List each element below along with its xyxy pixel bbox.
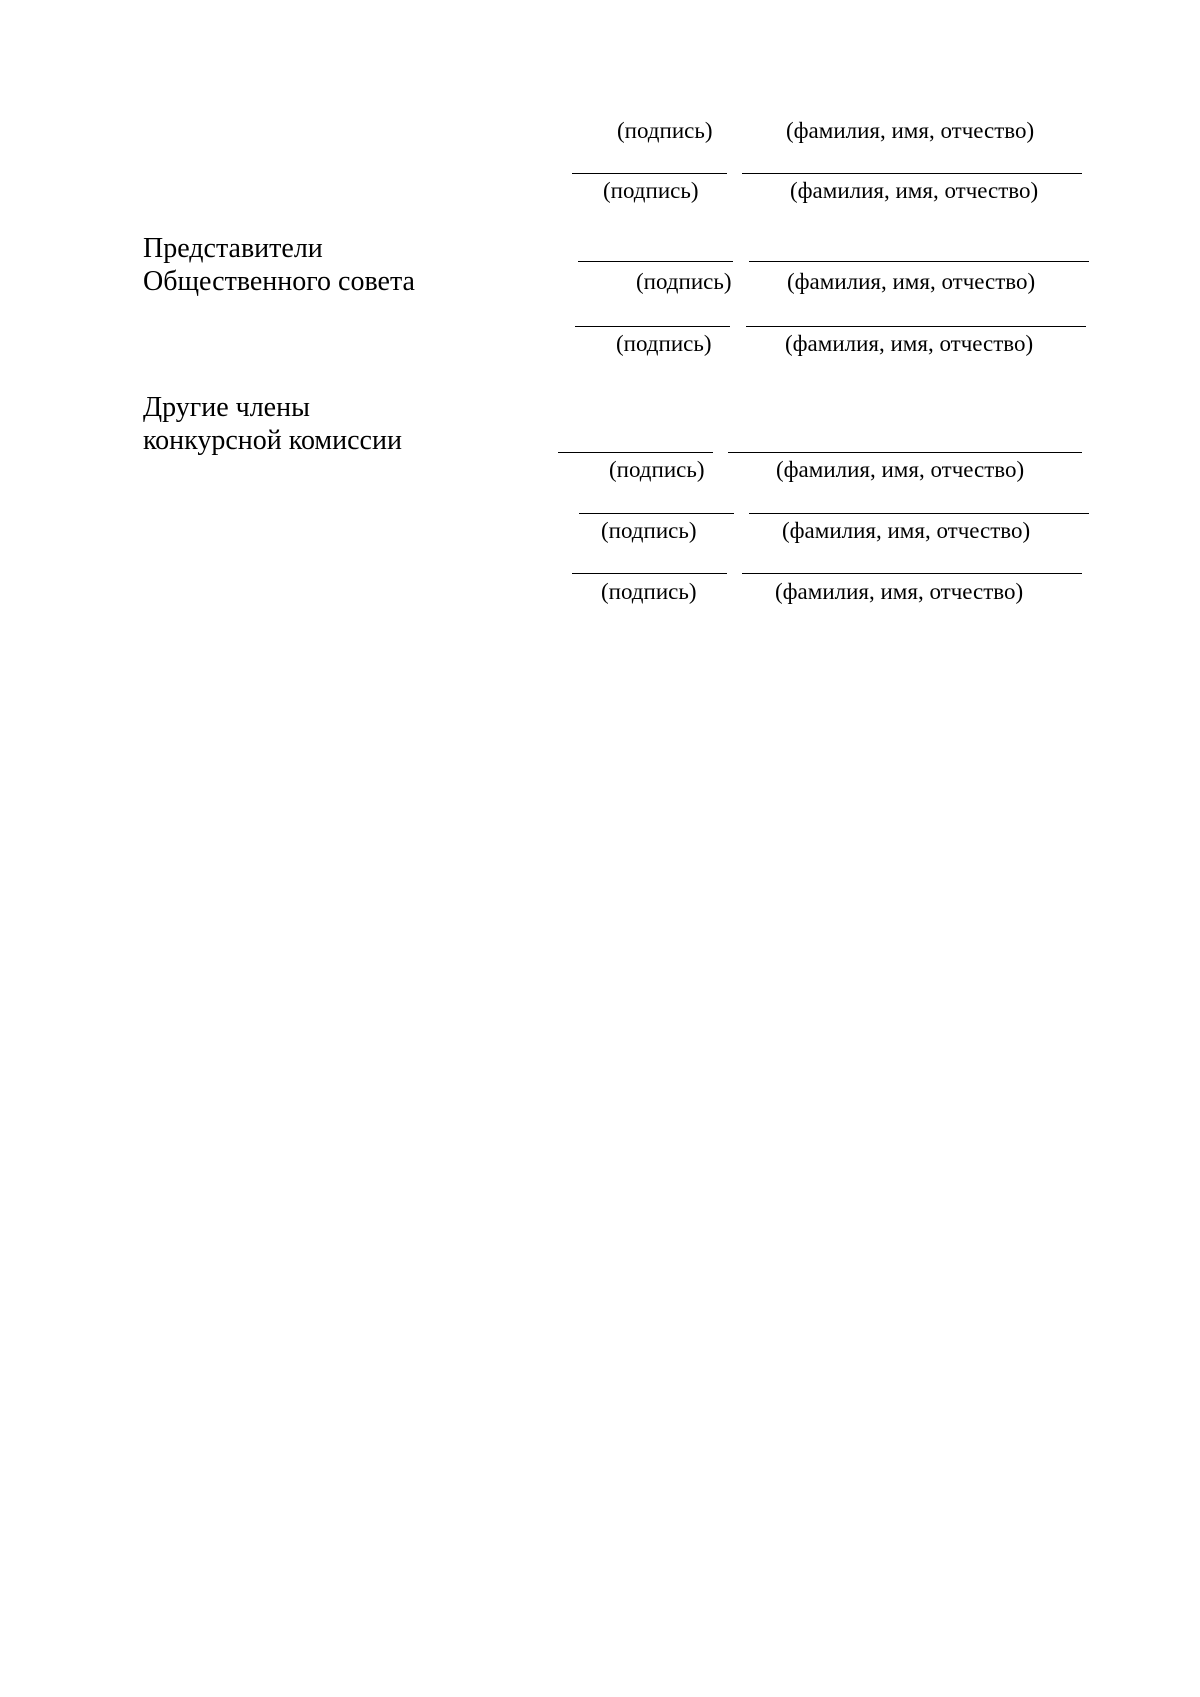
signature-line[interactable] (572, 173, 727, 174)
signature-caption: (подпись) (609, 457, 705, 482)
signature-line[interactable] (579, 513, 734, 514)
section-heading-line: конкурсной комиссии (143, 425, 402, 456)
signature-line[interactable] (558, 452, 713, 453)
full-name-line[interactable] (728, 452, 1082, 453)
full-name-caption: (фамилия, имя, отчество) (775, 579, 1024, 604)
full-name-caption: (фамилия, имя, отчество) (787, 269, 1036, 294)
signature-caption: (подпись) (636, 269, 732, 294)
section-heading-line: Общественного совета (143, 266, 415, 297)
signature-line[interactable] (575, 326, 730, 327)
full-name-line[interactable] (746, 326, 1086, 327)
signature-caption: (подпись) (601, 518, 697, 543)
section-heading-other-members (143, 391, 402, 457)
signature-line[interactable] (572, 573, 727, 574)
signature-caption: (подпись) (601, 579, 697, 604)
section-heading-public-council (143, 232, 415, 298)
full-name-line[interactable] (749, 513, 1089, 514)
full-name-line[interactable] (749, 261, 1089, 262)
full-name-line[interactable] (742, 573, 1082, 574)
full-name-caption: (фамилия, имя, отчество) (790, 178, 1039, 203)
signature-line[interactable] (578, 261, 733, 262)
full-name-caption: (фамилия, имя, отчество) (785, 331, 1034, 356)
full-name-caption: (фамилия, имя, отчество) (786, 118, 1035, 143)
full-name-line[interactable] (742, 173, 1082, 174)
full-name-caption: (фамилия, имя, отчество) (782, 518, 1031, 543)
signature-caption: (подпись) (616, 331, 712, 356)
signature-caption: (подпись) (603, 178, 699, 203)
section-heading-line: Другие члены (143, 392, 310, 423)
section-heading-line: Представители (143, 233, 323, 264)
full-name-caption: (фамилия, имя, отчество) (776, 457, 1025, 482)
signature-caption: (подпись) (617, 118, 713, 143)
